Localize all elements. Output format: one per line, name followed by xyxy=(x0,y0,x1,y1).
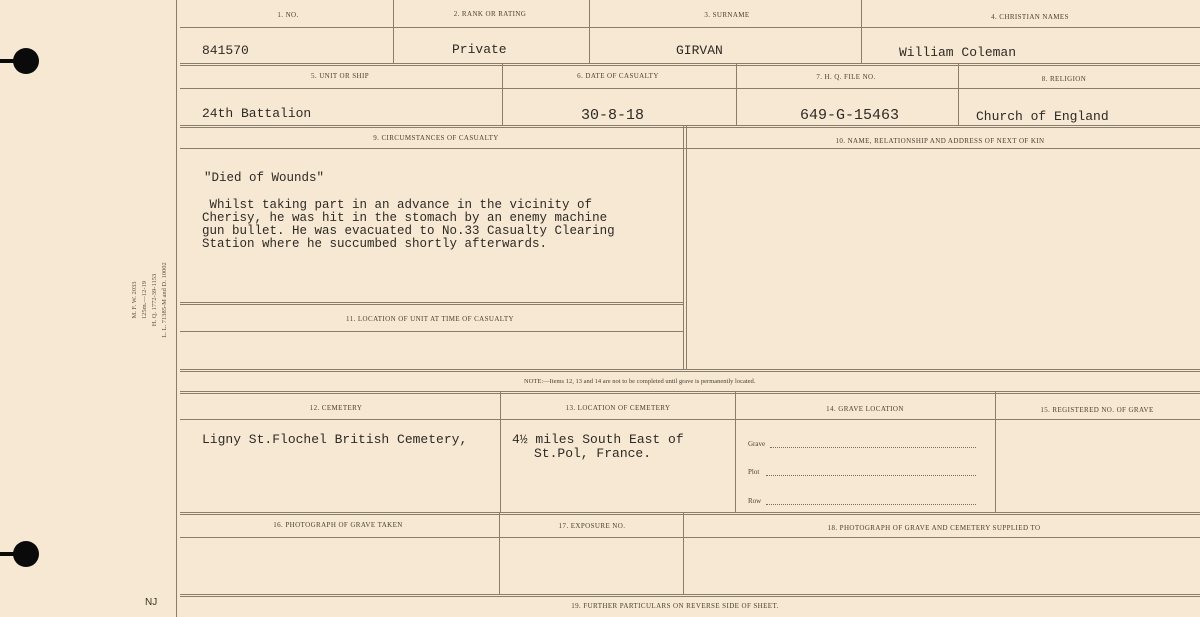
rule xyxy=(180,537,1200,538)
circumstance-line: Cherisy, he was hit in the stomach by an enemy machine xyxy=(202,211,608,225)
header-cemetery: 12. CEMETERY xyxy=(309,404,363,412)
unit-value: 24th Battalion xyxy=(202,106,312,121)
christian-names-value: William Coleman xyxy=(899,45,1017,60)
divider xyxy=(499,513,500,595)
divider xyxy=(861,0,862,64)
grave-label: Grave xyxy=(748,440,766,448)
cemetery-location-line1: 4½ miles South East of xyxy=(512,432,684,447)
header-surname: 3. SURNAME xyxy=(704,11,750,19)
header-unit: 5. UNIT OR SHIP xyxy=(311,72,369,80)
rule xyxy=(180,88,1200,89)
rule xyxy=(180,594,1200,597)
rule xyxy=(180,63,1200,66)
clerk-initials: NJ xyxy=(145,597,158,608)
circumstance-line: Station where he succumbed shortly afterwards. xyxy=(202,237,548,251)
file-no-value: 649-G-15463 xyxy=(800,107,900,124)
punch-hole-bottom xyxy=(13,541,39,567)
header-location-of-unit: 11. LOCATION OF UNIT AT TIME OF CASUALTY xyxy=(346,315,514,323)
plot-label: Plot xyxy=(748,468,760,476)
circumstance-line: Whilst taking part in an advance in the vicinity of xyxy=(202,198,593,212)
punch-hole-top xyxy=(13,48,39,74)
cemetery-value: Ligny St.Flochel British Cemetery, xyxy=(202,432,468,447)
divider xyxy=(683,513,684,595)
divider xyxy=(393,0,394,64)
rule xyxy=(180,512,1200,515)
divider xyxy=(958,64,959,126)
plot-field xyxy=(766,475,976,476)
margin-rule xyxy=(176,0,177,617)
header-christian-names: 4. CHRISTIAN NAMES xyxy=(991,13,1069,21)
row-field xyxy=(766,504,976,505)
divider xyxy=(502,64,503,126)
header-grave-location: 14. GRAVE LOCATION xyxy=(826,405,904,413)
divider xyxy=(686,126,687,370)
header-next-of-kin: 10. NAME, RELATIONSHIP AND ADDRESS OF NEXT OF KIN xyxy=(835,137,1045,145)
header-exposure-no: 17. EXPOSURE NO. xyxy=(558,522,626,530)
row-label: Row xyxy=(748,497,762,505)
cemetery-location-line2: St.Pol, France. xyxy=(534,446,652,461)
rule xyxy=(180,331,683,332)
header-file-no: 7. H. Q. FILE NO. xyxy=(816,73,876,81)
rule xyxy=(180,391,1200,394)
header-religion: 8. RELIGION xyxy=(1041,75,1087,83)
header-registered-no: 15. REGISTERED NO. OF GRAVE xyxy=(1040,406,1154,414)
header-photograph-taken: 16. PHOTOGRAPH OF GRAVE TAKEN xyxy=(273,521,403,529)
rule xyxy=(180,125,1200,128)
printer-imprint: M. F. W. 2033 125m.—12-19 H. Q. 1772-39-1153 L. L. 71385-M and D. 10002 xyxy=(131,262,168,338)
header-date: 6. DATE OF CASUALTY xyxy=(577,72,659,80)
header-photograph-supplied: 18. PHOTOGRAPH OF GRAVE AND CEMETERY SUPPLIED TO xyxy=(827,524,1041,532)
header-location-of-cemetery: 13. LOCATION OF CEMETERY xyxy=(565,404,671,412)
divider xyxy=(500,392,501,512)
rule xyxy=(180,148,1200,149)
divider xyxy=(735,392,736,512)
circumstance-title: "Died of Wounds" xyxy=(204,171,325,185)
header-circumstances: 9. CIRCUMSTANCES OF CASUALTY xyxy=(373,134,499,142)
rule xyxy=(180,369,1200,372)
surname-value: GIRVAN xyxy=(676,43,723,58)
note-text: NOTE:—Items 12, 13 and 14 are not to be completed until grave is permanently located. xyxy=(524,378,756,385)
rule xyxy=(180,419,1200,420)
divider xyxy=(995,392,996,512)
divider xyxy=(683,126,684,370)
service-number: 841570 xyxy=(202,43,249,58)
header-number: 1. NO. xyxy=(277,11,299,19)
date-value: 30-8-18 xyxy=(581,107,645,124)
rank-value: Private xyxy=(452,42,507,57)
header-rank: 2. RANK OR RATING xyxy=(453,10,527,18)
grave-field xyxy=(770,447,976,448)
circumstance-line: gun bullet. He was evacuated to No.33 Casualty Clearing xyxy=(202,224,615,238)
footer-note: 19. FURTHER PARTICULARS ON REVERSE SIDE OF SHEET. xyxy=(571,602,779,610)
rule xyxy=(180,27,1200,28)
divider xyxy=(589,0,590,64)
divider xyxy=(736,64,737,126)
rule xyxy=(180,302,683,305)
religion-value: Church of England xyxy=(976,109,1109,124)
